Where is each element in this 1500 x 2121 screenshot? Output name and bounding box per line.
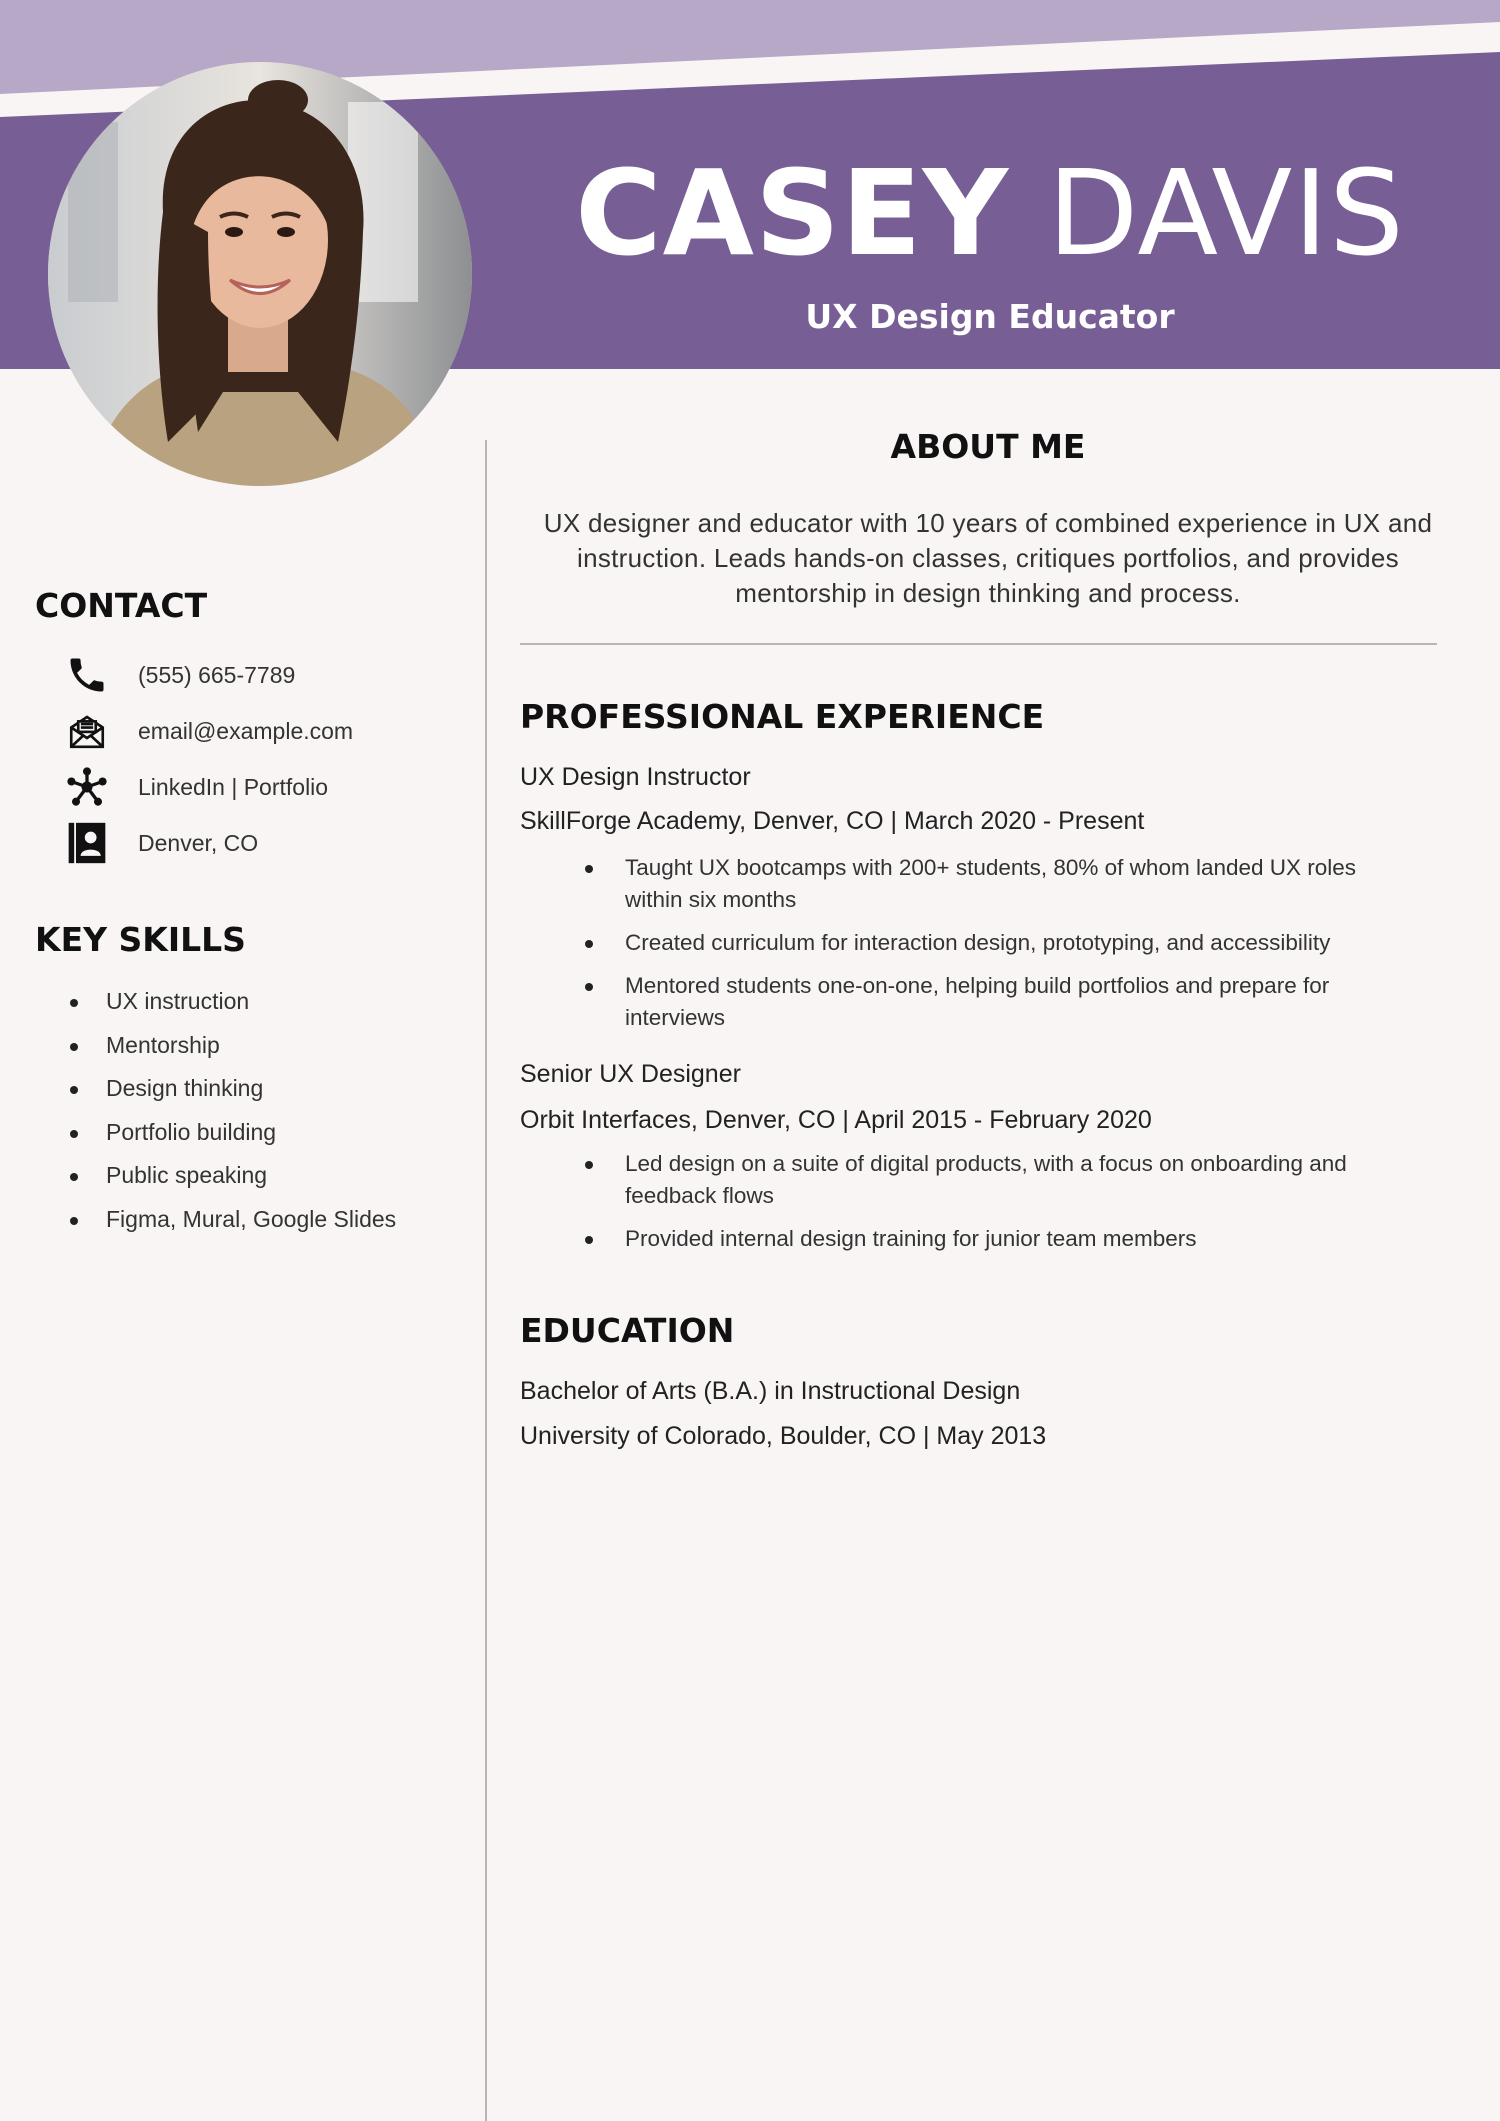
list-item: Design thinking (62, 1067, 396, 1111)
first-name: CASEY (575, 144, 1010, 282)
education-degree: Bachelor of Arts (B.A.) in Instructional Design (520, 1377, 1021, 1405)
job-bullets (585, 1148, 1415, 1266)
list-item: Portfolio building (62, 1111, 396, 1155)
email-text: email@example.com (138, 717, 354, 744)
education-school: University of Colorado, Boulder, CO | May 2013 (520, 1422, 1047, 1450)
address-book-icon (62, 819, 112, 867)
experience-heading: PROFESSIONAL EXPERIENCE (520, 697, 1045, 736)
list-item: Taught UX bootcamps with 200+ students, 80% of whom landed UX roles within six months (585, 852, 1415, 916)
candidate-title: UX Design Educator (805, 297, 1175, 336)
list-item: Provided internal design training for junior team members (585, 1223, 1415, 1255)
list-item: Led design on a suite of digital products, with a focus on onboarding and feedback flows (585, 1148, 1415, 1212)
job-bullets (585, 852, 1415, 1045)
list-item: Mentorship (62, 1024, 396, 1068)
column-divider (485, 440, 487, 2121)
contact-heading: CONTACT (35, 586, 208, 625)
contact-linkedin (62, 763, 328, 811)
last-name: DAVIS (1047, 144, 1405, 282)
phone-text: (555) 665-7789 (138, 661, 296, 688)
envelope-icon (62, 707, 112, 755)
linkedin-text: LinkedIn | Portfolio (138, 773, 329, 800)
list-item: Public speaking (62, 1154, 396, 1198)
location-text: Denver, CO (138, 829, 259, 856)
about-heading: ABOUT ME (890, 427, 1086, 466)
job-role: UX Design Instructor (520, 763, 751, 791)
contact-phone (62, 651, 295, 699)
job-role: Senior UX Designer (520, 1060, 741, 1088)
network-icon (62, 763, 112, 811)
phone-icon (62, 651, 112, 699)
list-item: Figma, Mural, Google Slides (62, 1198, 396, 1242)
education-heading: EDUCATION (520, 1311, 735, 1350)
job-organization: SkillForge Academy, Denver, CO | March 2020 - Present (520, 807, 1145, 835)
contact-location (62, 819, 258, 867)
list-item: Created curriculum for interaction design, prototyping, and accessibility (585, 927, 1415, 959)
about-text: UX designer and educator with 10 years of combined experience in UX and instruction. Leads hands-on classes, critiques portfolios, and provides mentorship in design thinking and process. (543, 508, 1433, 608)
list-item: UX instruction (62, 980, 396, 1024)
candidate-name (480, 144, 1500, 282)
job-organization: Orbit Interfaces, Denver, CO | April 2015 - February 2020 (520, 1106, 1152, 1134)
profile-photo (48, 62, 472, 486)
skills-list (62, 980, 396, 1241)
list-item: Mentored students one-on-one, helping build portfolios and prepare for interviews (585, 970, 1415, 1034)
contact-email (62, 707, 353, 755)
skills-heading: KEY SKILLS (35, 920, 246, 959)
about-divider (520, 643, 1437, 645)
